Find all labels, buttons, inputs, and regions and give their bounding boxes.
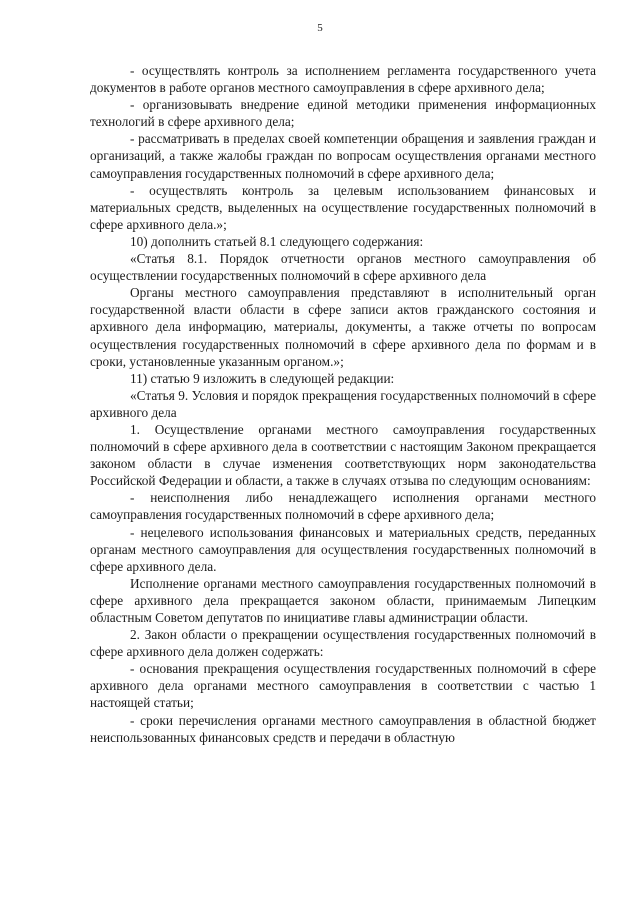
paragraph-13: Исполнение органами местного самоуправления государственных полномочий в сфере архивного дела прекращается законом области, принимаемым Липецким областным Советом депутатов по инициативе главы администрации области. xyxy=(90,575,596,625)
paragraph-15: - основания прекращения осуществления государственных полномочий в сфере архивного дела органами местного самоуправления в соответствии с частью 1 настоящей статьи; xyxy=(90,661,596,711)
paragraph-16: - сроки перечисления органами местного самоуправления в областной бюджет неиспользованных финансовых средств и передачи в областную xyxy=(90,712,596,745)
paragraph-6: «Статья 8.1. Порядок отчетности органов местного самоуправления об осуществлении государственных полномочий в сфере архивного дела xyxy=(90,251,596,284)
paragraph-1: - осуществлять контроль за исполнением регламента государственного учета документов в работе органов местного самоуправления в сфере архивного дела; xyxy=(90,63,596,96)
paragraph-11: - неисполнения либо ненадлежащего исполнения органами местного самоуправления государственных полномочий в сфере архивного дела; xyxy=(90,490,596,523)
paragraph-5: 10) дополнить статьей 8.1 следующего содержания: xyxy=(130,233,424,249)
paragraph-4: - осуществлять контроль за целевым использованием финансовых и материальных средств, выделенных на осуществление государственных полномочий в сфере архивного дела.»; xyxy=(90,182,596,232)
paragraph-9: «Статья 9. Условия и порядок прекращения государственных полномочий в сфере архивного дела xyxy=(90,387,596,420)
page-number: 5 xyxy=(317,22,323,34)
paragraph-14: 2. Закон области о прекращении осуществления государственных полномочий в сфере архивного дела должен содержать: xyxy=(90,627,596,660)
paragraph-8: 11) статью 9 изложить в следующей редакции: xyxy=(130,370,395,386)
paragraph-10: 1. Осуществление органами местного самоуправления государственных полномочий в сфере архивного дела в соответствии с настоящим Законом прекращается законом области в случае изменения соответствующих норм законодательства Российской Федерации и области, а также в случаях отзыва по следующим основаниям: xyxy=(90,421,596,489)
paragraph-2: - организовывать внедрение единой методики применения информационных технологий в сфере архивного дела; xyxy=(90,97,596,130)
paragraph-3: - рассматривать в пределах своей компетенции обращения и заявления граждан и организаций, а также жалобы граждан по вопросам осуществления органами местного самоуправления государственных полномочий в сфере архивного дела; xyxy=(90,131,596,181)
paragraph-12: - нецелевого использования финансовых и материальных средств, переданных органам местного самоуправления для осуществления государственных полномочий в сфере архивного дела. xyxy=(90,524,596,574)
document-body xyxy=(90,62,596,746)
paragraph-7: Органы местного самоуправления представляют в исполнительный орган государственной власти области в сфере записи актов гражданского состояния и архивного дела информацию, материалы, документы, а также отчеты по вопросам осуществления государственных полномочий в сфере архивного дела по формам и в сроки, установленные указанным органом.»; xyxy=(90,285,596,369)
